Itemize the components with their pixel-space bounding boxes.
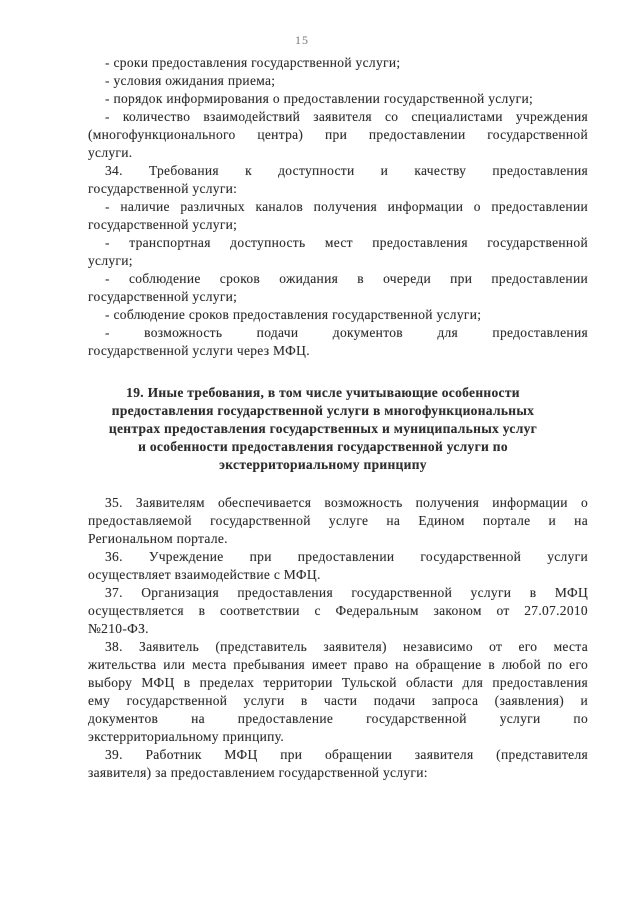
list-item [88, 198, 588, 234]
heading-line: предоставления государственной услуги в многофункциональных [111, 403, 535, 418]
text-line: - транспортная доступность мест предоставления государственной [105, 235, 588, 250]
text-line: услуги; [88, 253, 133, 268]
list-item [88, 234, 588, 270]
text-line: - соблюдение сроков ожидания в очереди при предоставлении [105, 271, 588, 286]
text-line: 39. Работник МФЦ при обращении заявителя (представителя [105, 747, 588, 762]
heading-line: 19. Иные требования, в том числе учитывающие особенности [126, 385, 520, 400]
text-line: 35. Заявителям обеспечивается возможность получения информации о [105, 495, 588, 510]
text-line: предоставляемой государственной услуге на Едином портале и на [88, 513, 588, 528]
heading-line: и особенности предоставления государственной услуги по [138, 439, 508, 454]
text-line: осуществляет взаимодействие с МФЦ. [88, 567, 321, 582]
text-line: государственной услуги: [88, 181, 238, 196]
paragraph [88, 548, 588, 584]
text-line: экстерриториальному принципу. [88, 729, 285, 744]
section-heading [73, 384, 573, 474]
paragraph [88, 162, 588, 198]
text-line: государственной услуги; [88, 217, 238, 232]
text-line: государственной услуги; [88, 289, 238, 304]
page-number: 15 [295, 33, 309, 47]
list-item [88, 54, 588, 72]
paragraph [88, 584, 588, 638]
heading-line: экстерриториальному принципу [219, 457, 427, 472]
text-line: - условия ожидания приема; [105, 73, 276, 88]
text-line: выбору МФЦ в пределах территории Тульской области для предоставления [88, 675, 588, 690]
text-line: - количество взаимодействий заявителя со специалистами учреждения [105, 109, 588, 124]
text-line: осуществляется в соответствии с Федеральным законом от 27.07.2010 [88, 603, 588, 618]
text-line: - соблюдение сроков предоставления государственной услуги; [105, 307, 482, 322]
text-line: №210-ФЗ. [88, 621, 149, 636]
list-item [88, 270, 588, 306]
list-item [88, 90, 588, 108]
text-line: государственной услуги через МФЦ. [88, 343, 310, 358]
text-line: - порядок информирования о предоставлении государственной услуги; [105, 91, 534, 106]
text-line: ему государственной услуги в части подачи запроса (заявления) и [88, 693, 588, 708]
text-line: (многофункционального центра) при предоставлении государственной [88, 127, 588, 142]
text-line: 38. Заявитель (представитель заявителя) независимо от его места [105, 639, 588, 654]
text-line: - сроки предоставления государственной услуги; [105, 55, 401, 70]
text-line: - наличие различных каналов получения информации о предоставлении [105, 199, 588, 214]
text-line: Региональном портале. [88, 531, 228, 546]
list-item [88, 72, 588, 90]
text-column [88, 54, 588, 782]
text-line: 37. Организация предоставления государственной услуги в МФЦ [105, 585, 588, 600]
text-line: заявителя) за предоставлением государственной услуги: [88, 765, 428, 780]
list-item [88, 324, 588, 360]
paragraph [88, 746, 588, 782]
heading-line: центрах предоставления государственных и муниципальных услуг [108, 421, 538, 436]
text-line: 36. Учреждение при предоставлении государственной услуги [105, 549, 588, 564]
text-line: услуги. [88, 145, 133, 160]
paragraph [88, 638, 588, 746]
text-line: - возможность подачи документов для предоставления [105, 325, 588, 340]
paragraph [88, 494, 588, 548]
text-line: документов на предоставление государственной услуги по [88, 711, 588, 726]
list-item [88, 108, 588, 162]
list-item [88, 306, 588, 324]
text-line: жительства или места пребывания имеет право на обращение в любой по его [88, 657, 588, 672]
text-line: 34. Требования к доступности и качеству предоставления [105, 163, 588, 178]
